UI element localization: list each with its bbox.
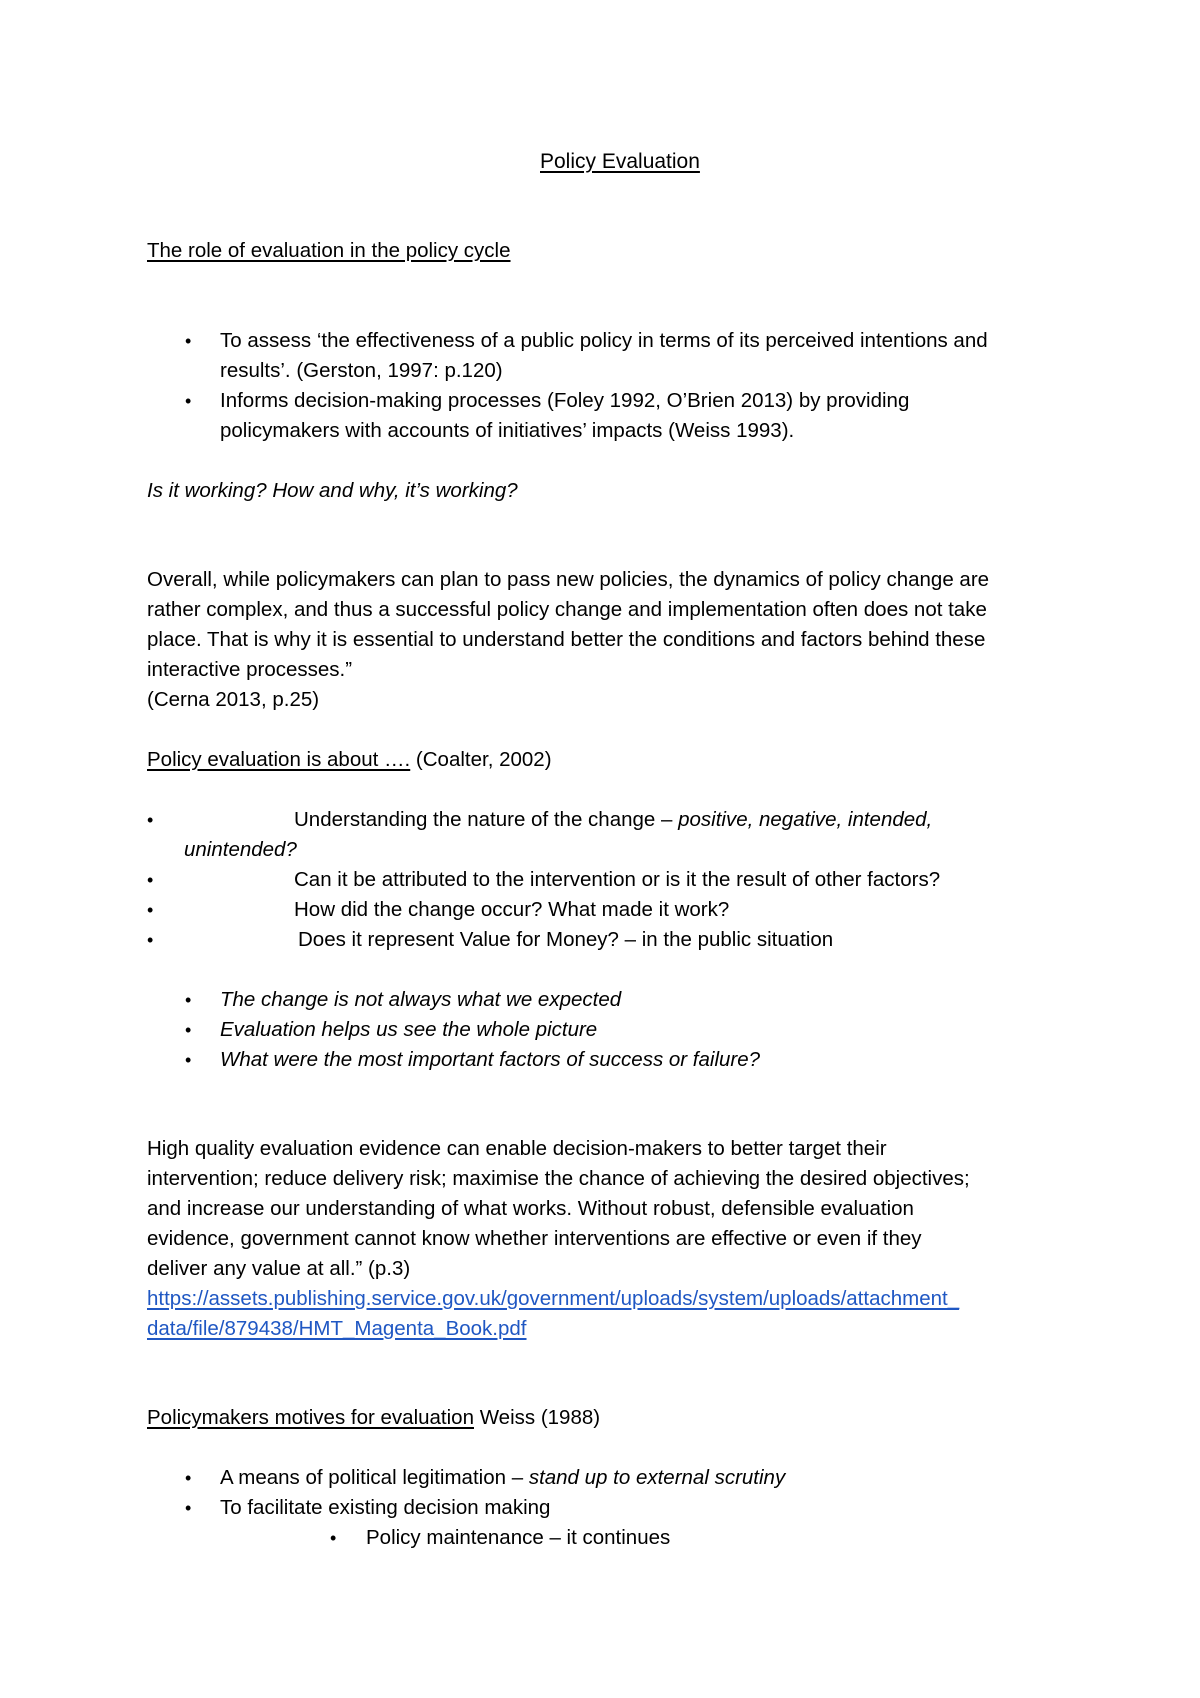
quote-line: evidence, government cannot know whether interventions are effective or even if they — [147, 1227, 922, 1250]
sub-bullet-text: Evaluation helps us see the whole picture — [220, 1018, 598, 1041]
section-heading-motives — [147, 1403, 600, 1433]
section-heading-about — [147, 745, 552, 775]
bullet-text-cont: unintended? — [184, 838, 297, 861]
page-title: Policy Evaluation — [540, 150, 700, 173]
bullet-icon: • — [147, 900, 154, 920]
bullet-icon: • — [330, 1528, 337, 1548]
bullet-text-cont: policymakers with accounts of initiatives’ impacts (Weiss 1993). — [220, 419, 795, 442]
quote-line: interactive processes.” — [147, 658, 353, 681]
bullet-icon: • — [147, 930, 154, 950]
section-heading-about-text: Policy evaluation is about …. — [147, 748, 411, 771]
bullet-icon: • — [185, 1050, 192, 1070]
nested-bullet-text: Policy maintenance – it continues — [366, 1526, 671, 1549]
quote-line: rather complex, and thus a successful policy change and implementation often does not take — [147, 598, 987, 621]
bullet-text-italic: positive, negative, intended, — [678, 808, 933, 831]
bullet-text-italic: stand up to external scrutiny — [528, 1466, 786, 1489]
sub-bullet-text: What were the most important factors of success or failure? — [220, 1048, 761, 1071]
bullet-text: Can it be attributed to the intervention or is it the result of other factors? — [294, 868, 941, 891]
bullet-icon: • — [185, 1020, 192, 1040]
bullet-text — [220, 1463, 785, 1493]
bullet-text: To assess ‘the effectiveness of a public policy in terms of its perceived intentions and — [220, 329, 988, 352]
section-heading-motives-cite: Weiss (1988) — [474, 1406, 601, 1429]
bullet-icon: • — [185, 391, 192, 411]
bullet-icon: • — [147, 810, 154, 830]
quote-line: place. That is why it is essential to understand better the conditions and factors behind these — [147, 628, 986, 651]
section-heading-role: The role of evaluation in the policy cycle — [147, 239, 511, 262]
bullet-icon: • — [185, 990, 192, 1010]
magenta-book-link-cont[interactable]: data/file/879438/HMT_Magenta_Book.pdf — [147, 1317, 527, 1340]
bullet-icon: • — [185, 1498, 192, 1518]
magenta-book-link[interactable]: https://assets.publishing.service.gov.uk/government/uploads/system/uploads/attachment_ — [147, 1287, 960, 1310]
sub-bullet-text: The change is not always what we expected — [220, 988, 622, 1011]
bullet-text — [294, 805, 932, 835]
quote-line: intervention; reduce delivery risk; maximise the chance of achieving the desired objectives; — [147, 1167, 970, 1190]
section-heading-about-cite: (Coalter, 2002) — [410, 748, 552, 771]
bullet-text-normal: Understanding the nature of the change – — [294, 808, 679, 831]
bullet-text: Does it represent Value for Money? – in the public situation — [298, 928, 834, 951]
bullet-text: How did the change occur? What made it work? — [294, 898, 730, 921]
quote-line: deliver any value at all.” (p.3) — [147, 1257, 411, 1280]
bullet-text-normal: A means of political legitimation – — [220, 1466, 529, 1489]
bullet-icon: • — [185, 1468, 192, 1488]
bullet-text-cont: results’. (Gerston, 1997: p.120) — [220, 359, 503, 382]
section-heading-motives-text: Policymakers motives for evaluation — [147, 1406, 474, 1429]
bullet-text: To facilitate existing decision making — [220, 1496, 551, 1519]
key-question: Is it working? How and why, it’s working? — [147, 479, 518, 502]
quote-line: High quality evaluation evidence can enable decision-makers to better target their — [147, 1137, 887, 1160]
bullet-icon: • — [147, 870, 154, 890]
bullet-icon: • — [185, 331, 192, 351]
quote-line: and increase our understanding of what works. Without robust, defensible evaluation — [147, 1197, 914, 1220]
bullet-text: Informs decision-making processes (Foley 1992, O’Brien 2013) by providing — [220, 389, 910, 412]
quote-citation: (Cerna 2013, p.25) — [147, 688, 320, 711]
quote-line: Overall, while policymakers can plan to pass new policies, the dynamics of policy change are — [147, 568, 990, 591]
